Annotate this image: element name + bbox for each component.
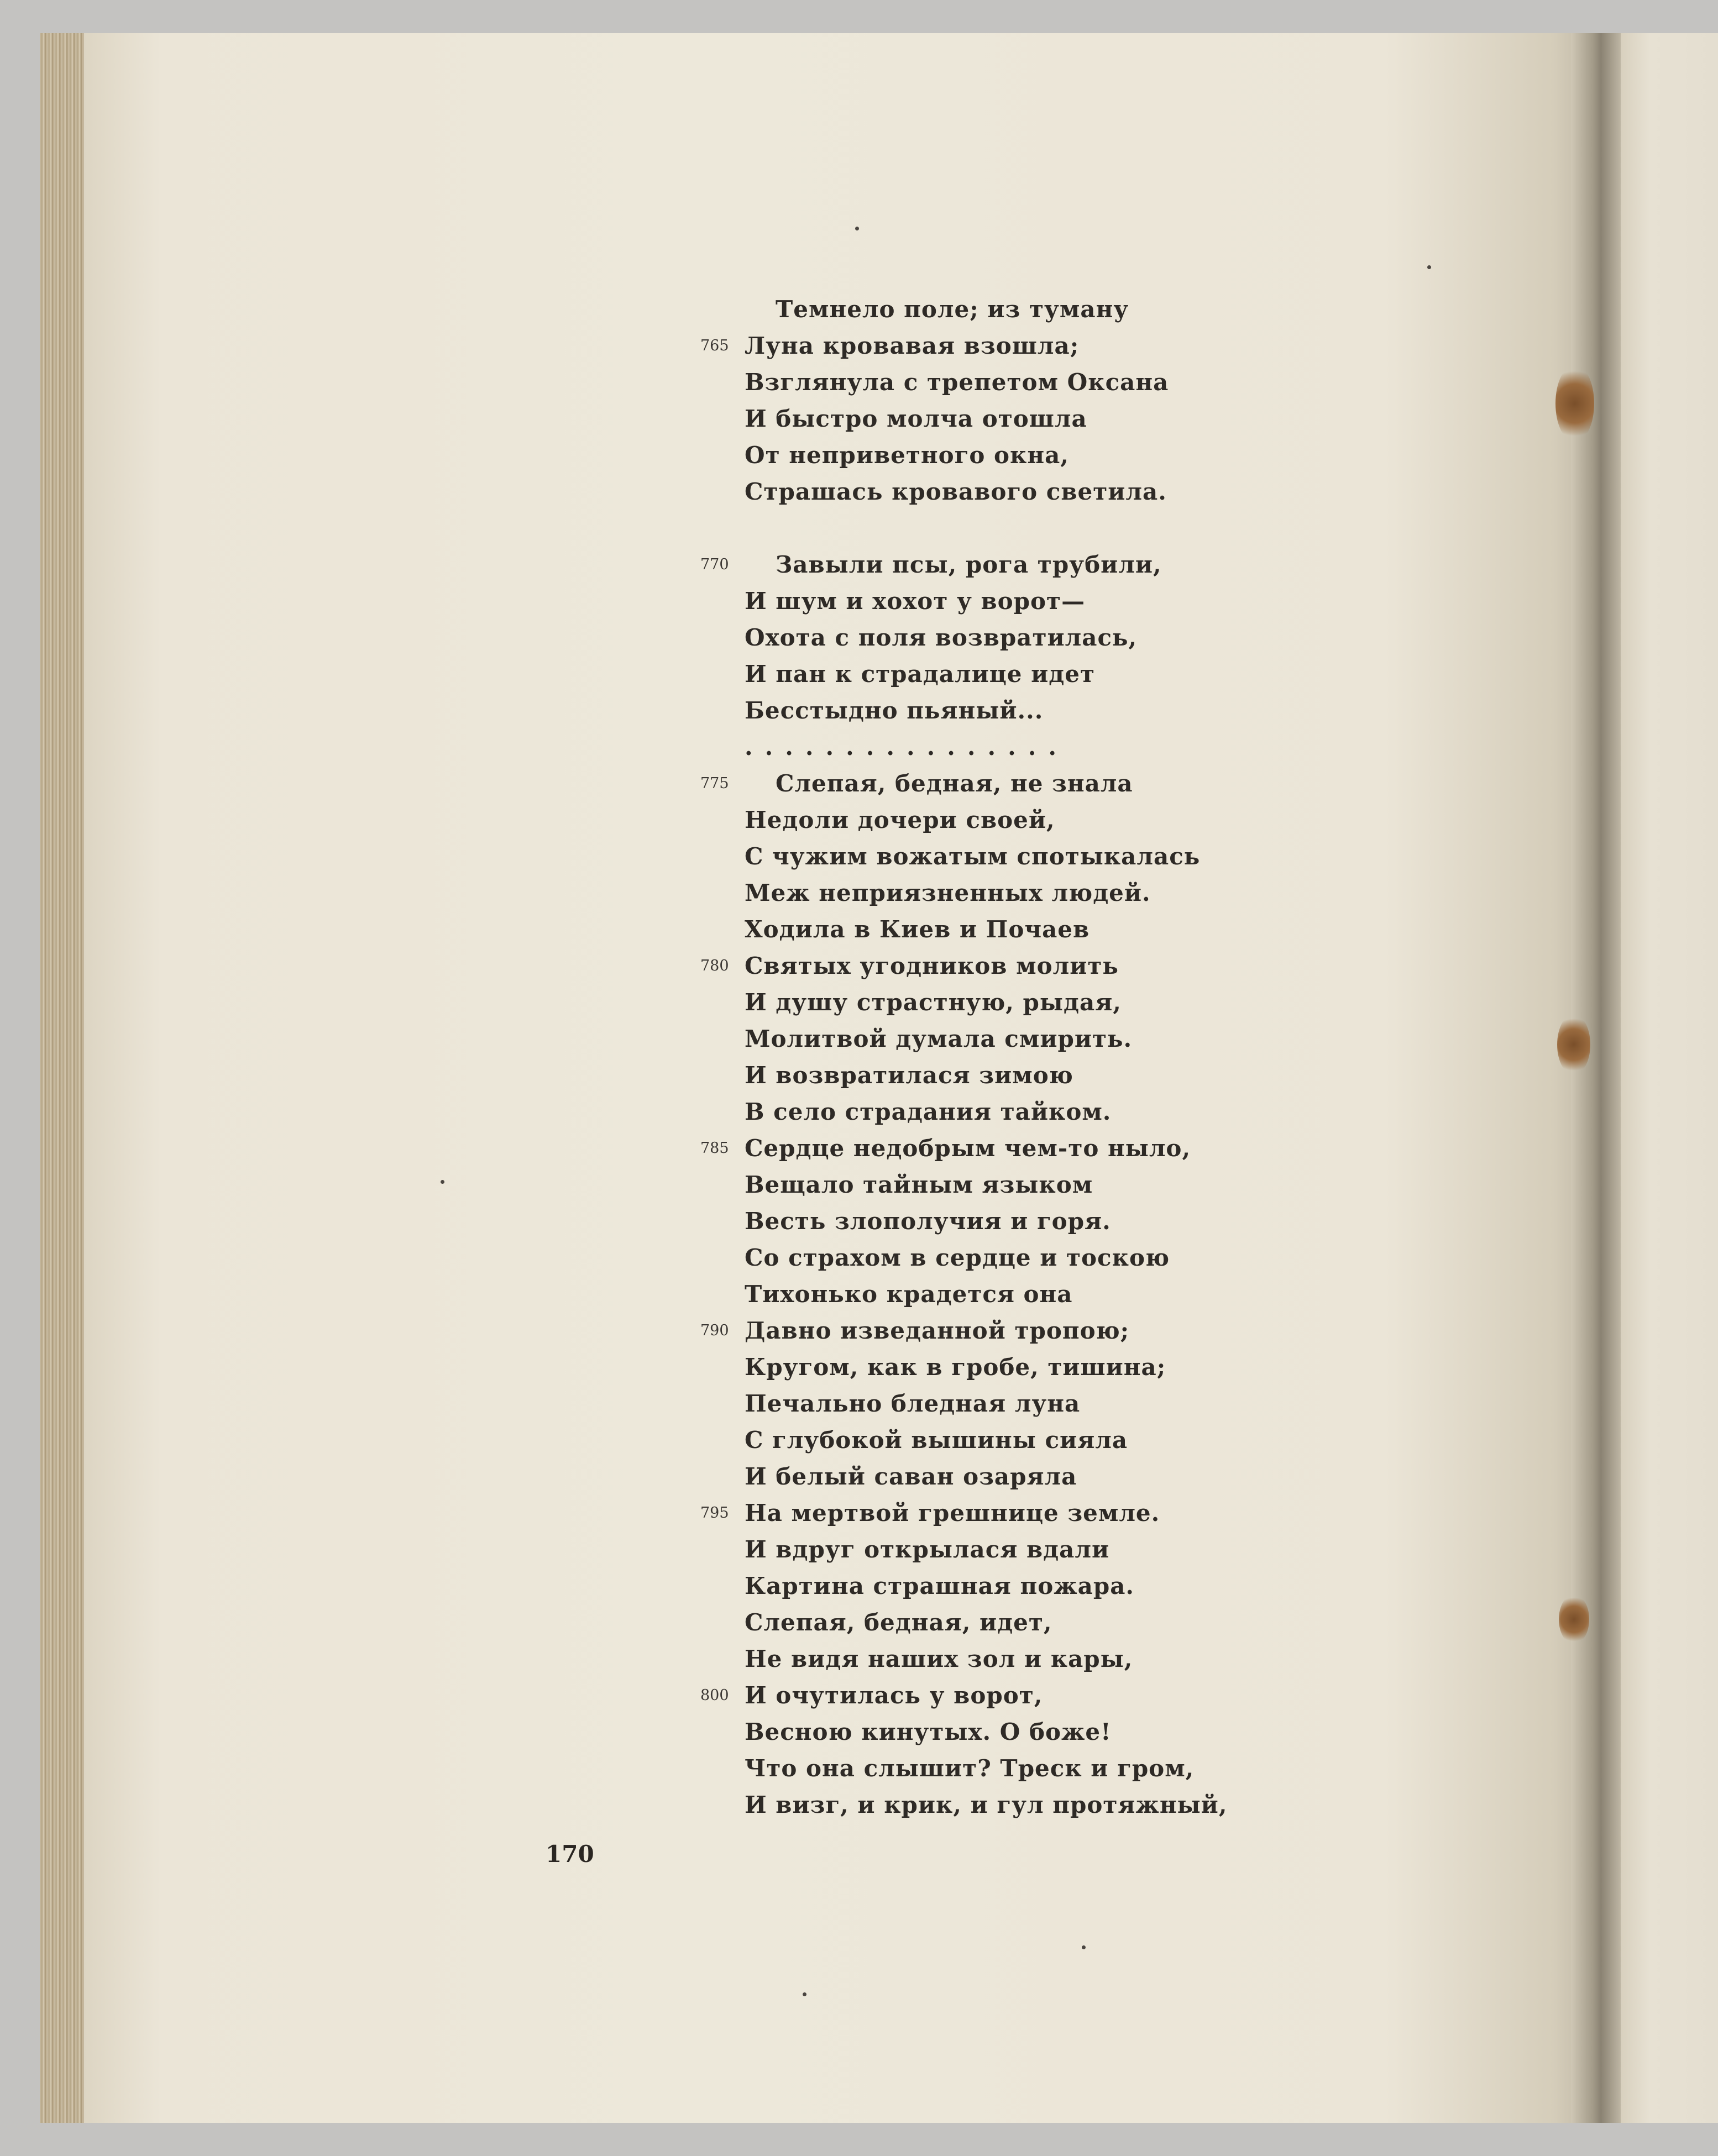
poem-line: И очутилась у ворот, — [745, 1682, 1043, 1709]
poem-line: Темнело поле; из туману — [776, 296, 1129, 323]
poem-line: С глубокой вышины сияла — [745, 1426, 1128, 1454]
line-number: 785 — [700, 1140, 729, 1157]
poem-line: Слепая, бедная, идет, — [745, 1609, 1052, 1636]
poem-line: Святых угодников молить — [745, 952, 1119, 979]
poem-line: И визг, и крик, и гул протяжный, — [745, 1791, 1228, 1818]
foxing-stain — [1559, 1594, 1589, 1644]
poem-line: Луна кровавая взошла; — [745, 332, 1080, 359]
poem-line: Не видя наших зол и кары, — [745, 1645, 1133, 1672]
poem-line: Страшась кровавого светила. — [745, 478, 1167, 505]
poem-line: И душу страстную, рыдая, — [745, 989, 1122, 1016]
poem-line: Со страхом в сердце и тоскою — [745, 1244, 1170, 1271]
poem-line: На мертвой грешнице земле. — [745, 1499, 1160, 1526]
paper-speck — [1082, 1945, 1086, 1949]
poem-line: Взглянула с трепетом Оксана — [745, 369, 1169, 396]
poem-line: Картина страшная пожара. — [745, 1572, 1135, 1599]
poem-line: Бесстыдно пьяный... — [745, 697, 1044, 724]
poem-line: И возвратилася зимою — [745, 1062, 1073, 1089]
poem-line: Сердце недобрым чем-то ныло, — [745, 1135, 1191, 1162]
line-number: 795 — [700, 1504, 729, 1522]
poem-line: Меж неприязненных людей. — [745, 879, 1151, 906]
book-page — [84, 33, 1615, 2123]
facing-page-edge — [1621, 33, 1718, 2123]
poem-line: Тихонько крадется она — [745, 1281, 1073, 1308]
page-number: 170 — [546, 1840, 594, 1868]
book-gutter — [1571, 33, 1621, 2123]
poem-line: Что она слышит? Треск и гром, — [745, 1755, 1195, 1782]
paper-speck — [803, 1992, 806, 1996]
poem-line: С чужим вожатым спотыкалась — [745, 843, 1201, 870]
line-number: 775 — [700, 775, 729, 792]
line-number: 770 — [700, 556, 729, 573]
poem-line: В село страдания тайком. — [745, 1098, 1112, 1125]
line-number: 800 — [700, 1687, 729, 1704]
paper-speck — [1427, 265, 1431, 269]
paper-speck — [855, 227, 859, 230]
poem-line: Ходила в Киев и Почаев — [745, 916, 1090, 943]
poem-line: Кругом, как в гробе, тишина; — [745, 1354, 1166, 1381]
foxing-stain — [1555, 365, 1594, 442]
poem-line: И вдруг открылася вдали — [745, 1536, 1110, 1563]
poem-line: И быстро молча отошла — [745, 405, 1087, 432]
poem-line: И пан к страдалице идет — [745, 660, 1095, 688]
scanned-book-spread — [40, 33, 1718, 2123]
poem-line: И белый саван озаряла — [745, 1463, 1077, 1490]
line-number: 790 — [700, 1322, 729, 1339]
poem-line: Завыли псы, рога трубили, — [776, 551, 1162, 578]
line-number: 765 — [700, 337, 729, 354]
line-number: 780 — [700, 957, 729, 974]
poem-line: Охота с поля возвратилась, — [745, 624, 1138, 651]
poem-line: И шум и хохот у ворот— — [745, 587, 1086, 615]
poem-line: От неприветного окна, — [745, 442, 1069, 469]
ellipsis-line: ................ — [745, 733, 1068, 760]
poem-line: Молитвой думала смирить. — [745, 1025, 1133, 1052]
page-edges — [40, 33, 84, 2123]
poem-line: Весною кинутых. О боже! — [745, 1718, 1112, 1745]
poem-line: Давно изведанной тропою; — [745, 1317, 1130, 1344]
poem-line: Весть злополучия и горя. — [745, 1208, 1111, 1235]
foxing-stain — [1557, 1014, 1590, 1075]
poem-line: Вещало тайным языком — [745, 1171, 1093, 1198]
poem-line: Недоли дочери своей, — [745, 806, 1055, 833]
paper-speck — [441, 1180, 444, 1184]
poem-line: Печально бледная луна — [745, 1390, 1081, 1417]
poem-line: Слепая, бедная, не знала — [776, 770, 1133, 797]
